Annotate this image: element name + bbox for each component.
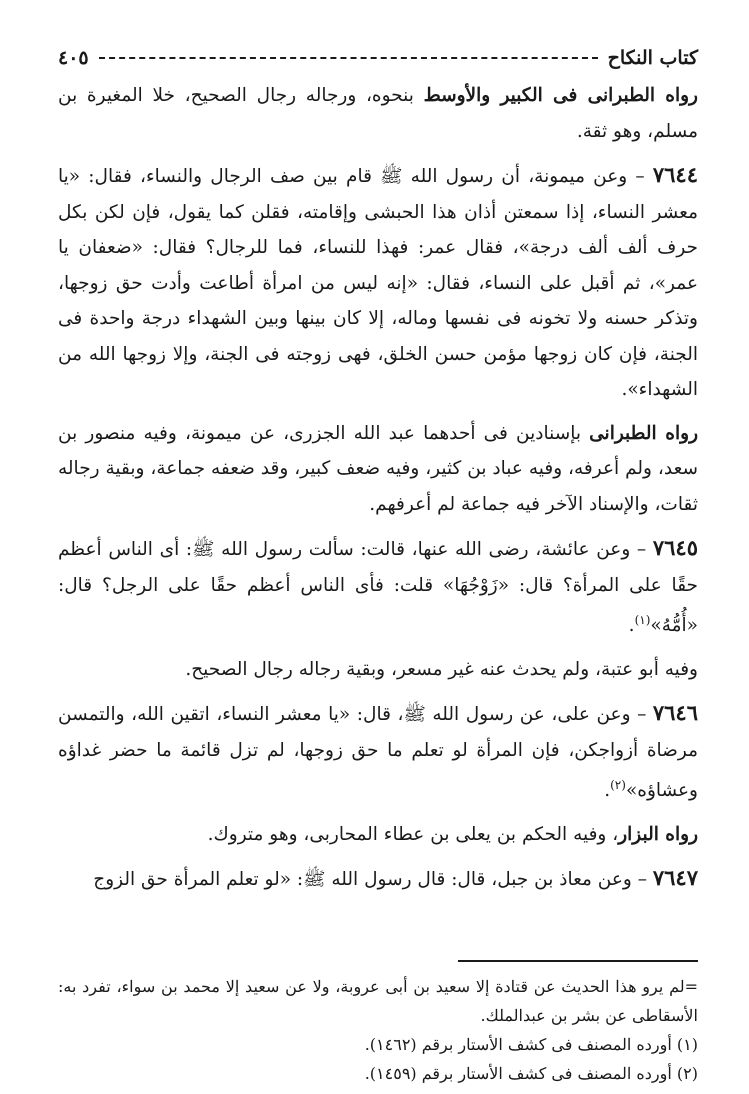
source-label: رواه البزار xyxy=(618,823,698,845)
hadith-number: ٧٦٤٤ xyxy=(652,162,698,187)
hadith-text: – وعن ميمونة، أن رسول الله ﷺ قام بين صف الرجال والنساء، فقال: «يا معشر النساء، إذا سمعتن أذان هذا الحبشى وإقامته، فقلن كما يقول، فإن لكن بكل حرف ألف ألف درجة»، فقال عمر: فهذا للنساء، فما للرجال؟ فقال: «ضعفان يا عمر»، ثم أقبل على النساء، فقال: «إنه ليس من امرأة أطاعت وأدت حق زوجها، وتذكر حسنه ولا تخونه فى نفسها وماله، إلا كان بينها وبين الشهداء درجة واحدة فى الجنة، فإن كان زوجها مؤمن حسن الخلق، فهى زوجته فى الجنة، وإلا زوجها الله من الشهداء». xyxy=(58,166,698,400)
running-header xyxy=(58,38,698,78)
paragraph-source-note-3 xyxy=(58,817,698,853)
paragraph-text: وفيه أبو عتبة، ولم يحدث عنه غير مسعر، وبقية رجاله رجال الصحيح. xyxy=(185,658,698,680)
footnote-1: (١) أورده المصنف فى كشف الأستار برقم (١٤٦٢). xyxy=(364,1034,698,1054)
footnote-ref-1: (١) xyxy=(634,613,651,627)
chapter-title: كتاب النكاح xyxy=(607,47,698,69)
hadith-number: ٧٦٤٥ xyxy=(652,535,698,560)
hadith-text: – وعن عائشة، رضى الله عنها، قالت: سألت رسول الله ﷺ: أى الناس أعظم حقًا على المرأة؟ قال: «زَوْجُهَا» قلت: فأى الناس أعظم حقًا على الرجل؟ قال: «أُمُّهُ» xyxy=(58,539,698,637)
hadith-7647 xyxy=(58,860,698,898)
hadith-text-tail: . xyxy=(628,615,635,637)
paragraph-text: بنحوه، ورجاله رجال الصحيح، خلا المغيرة بن مسلم، وهو ثقة. xyxy=(58,85,698,142)
header-dashed-rule xyxy=(99,57,598,59)
hadith-number: ٧٦٤٦ xyxy=(652,700,698,726)
footnote-2: (٢) أورده المصنف فى كشف الأستار برقم (١٤٥٩). xyxy=(364,1063,698,1083)
source-label: رواه الطبرانى فى الكبير والأوسط xyxy=(423,85,698,106)
hadith-7644 xyxy=(58,157,698,408)
hadith-text: – وعن على، عن رسول الله ﷺ، قال: «يا معشر النساء، اتقين الله، والتمسن مرضاة أزواجكن، فإن المرأة لو تعلم ما حق زوجها، لم تزل قائمة ما حضر غداؤه وعشاؤه» xyxy=(58,704,698,802)
hadith-7646 xyxy=(58,695,698,809)
paragraph-text: ، وفيه الحكم بن يعلى بن عطاء المحاربى، وهو متروك. xyxy=(207,823,619,845)
footnote-continuation: =لم يرو هذا الحديث عن قتادة إلا سعيد بن أبى عروبة، ولا عن سعيد إلا محمد بن سواء، تفرد به: الأسقاطى عن بشر بن عبدالملك. xyxy=(58,976,699,1025)
footnote-separator xyxy=(458,960,698,962)
paragraph-source-note-1 xyxy=(58,78,698,149)
source-label: رواه الطبرانى xyxy=(589,422,698,444)
book-page xyxy=(58,38,699,1083)
page-number: ٤٠٥ xyxy=(58,47,89,69)
hadith-text: – وعن معاذ بن جبل، قال: قال رسول الله ﷺ: «لو تعلم المرأة حق الزوج xyxy=(93,869,653,891)
main-text xyxy=(58,78,698,898)
paragraph-text: بإسنادين فى أحدهما عبد الله الجزرى، عن ميمونة، وفيه منصور بن سعد، ولم أعرفه، وفيه عباد بن كثير، وفيه ضعف كبير، وقد ضعفه جماعة، وبقية رجاله ثقات، والإسناد الآخر فيه جماعة لم أعرفهم. xyxy=(58,422,699,515)
footnotes xyxy=(58,972,698,1088)
hadith-7645 xyxy=(58,530,698,644)
hadith-text-tail: . xyxy=(604,780,611,802)
paragraph-source-note-2 xyxy=(58,416,698,523)
footnote-ref-2: (٢) xyxy=(610,778,626,793)
hadith-number: ٧٦٤٧ xyxy=(652,865,698,891)
paragraph-narrator-note xyxy=(58,652,698,688)
